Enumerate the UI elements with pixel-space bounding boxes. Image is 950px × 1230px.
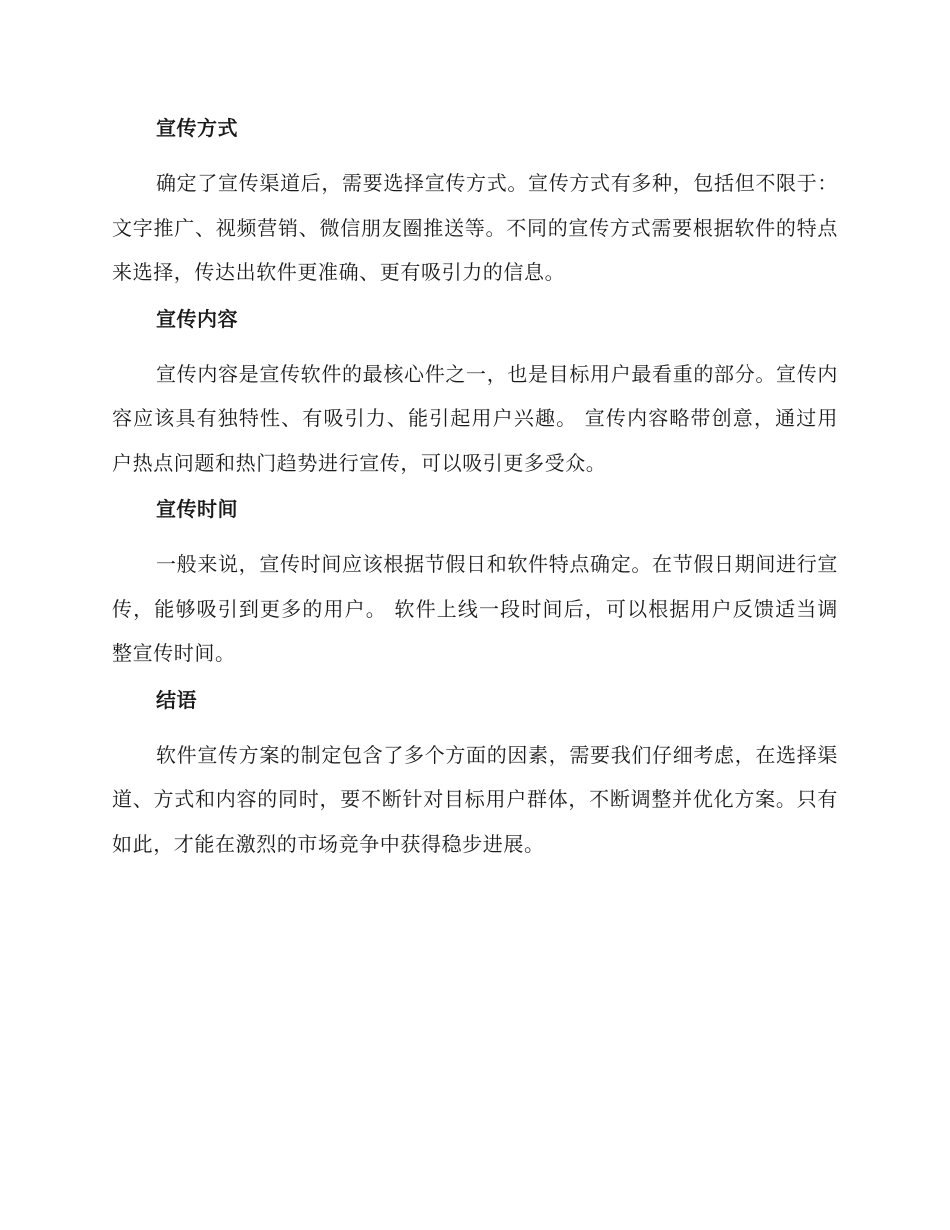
section-promotion-timing bbox=[112, 494, 838, 676]
section-heading: 结语 bbox=[156, 687, 197, 712]
section-paragraph: 确定了宣传渠道后，需要选择宣传方式。宣传方式有多种，包括但不限于：文字推广、视频营销、微信朋友圈推送等。不同的宣传方式需要根据软件的特点来选择，传达出软件更准确、更有吸引力的信息。 bbox=[112, 171, 838, 284]
section-heading: 宣传时间 bbox=[156, 497, 238, 521]
section-heading: 宣传方式 bbox=[156, 116, 238, 140]
section-heading: 宣传内容 bbox=[156, 306, 238, 331]
section-paragraph: 宣传内容是宣传软件的最核心件之一，也是目标用户最看重的部分。宣传内容应该具有独特性、有吸引力、能引起用户兴趣。 宣传内容略带创意，通过用户热点问题和热门趋势进行宣传，可以吸引更多受众。 bbox=[112, 361, 838, 475]
section-promotion-method bbox=[112, 113, 838, 295]
section-promotion-content bbox=[112, 304, 838, 486]
section-conclusion bbox=[112, 685, 838, 867]
section-paragraph: 一般来说，宣传时间应该根据节假日和软件特点确定。在节假日期间进行宣传，能够吸引到更多的用户。 软件上线一段时间后，可以根据用户反馈适当调整宣传时间。 bbox=[112, 552, 838, 665]
section-paragraph: 软件宣传方案的制定包含了多个方面的因素，需要我们仔细考虑，在选择渠道、方式和内容的同时，要不断针对目标用户群体，不断调整并优化方案。只有如此，才能在激烈的市场竞争中获得稳步进展。 bbox=[112, 742, 838, 856]
